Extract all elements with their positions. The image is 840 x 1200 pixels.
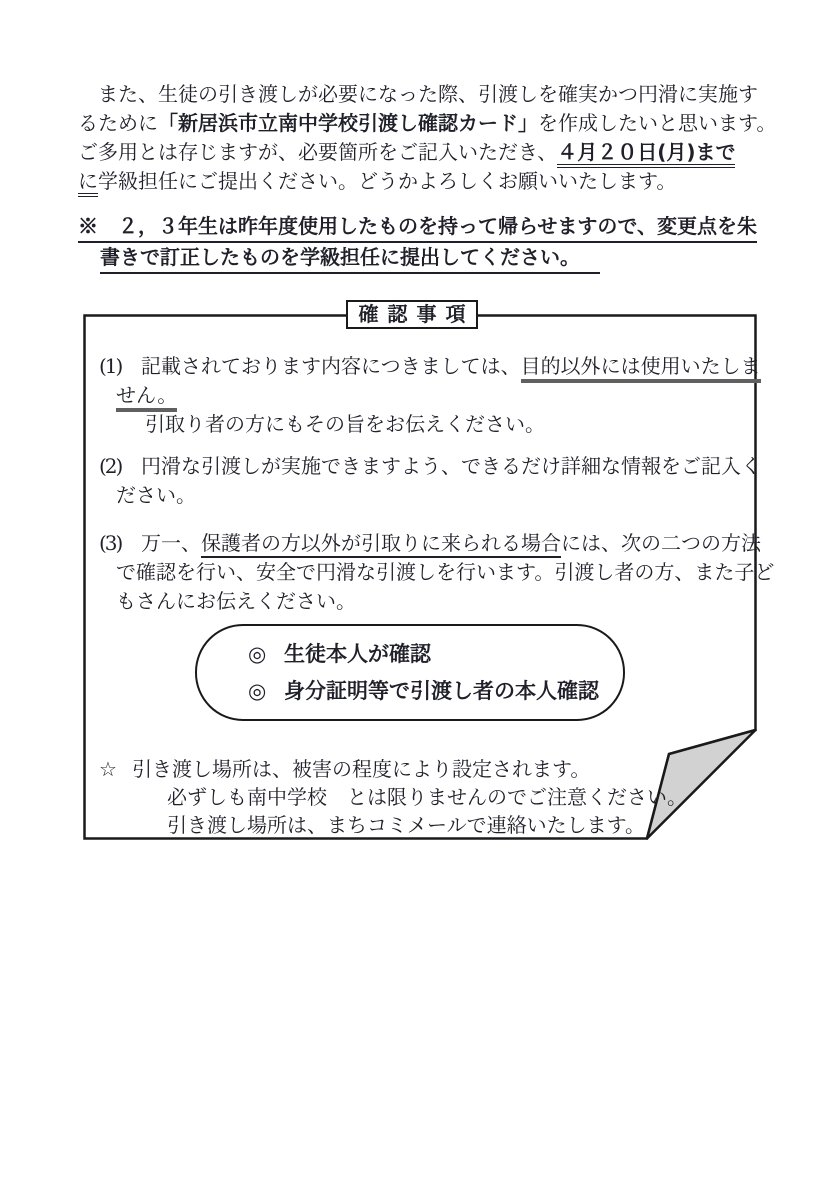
intro-text: 学級担任にご提出ください。どうかよろしくお願いいたします。 xyxy=(98,169,677,193)
item3-line-2 xyxy=(83,558,775,587)
confirmation-item-1 xyxy=(83,352,761,439)
intro-text: を作成したいと思います。 xyxy=(538,111,777,135)
item3-line-3 xyxy=(83,587,757,616)
item-text: 円滑な引渡しが実施できますよう、できるだけ詳細な情報をご記入く xyxy=(141,454,761,478)
intro-text: るために xyxy=(78,111,158,135)
note-text: 書きで訂正したものを学級担任に提出してください。 xyxy=(100,245,600,274)
card-name-bold: 「新居浜市立南中学校引渡し確認カード」 xyxy=(158,111,538,135)
intro-paragraph xyxy=(78,80,777,196)
note-line-2 xyxy=(78,243,762,274)
item1-line-1 xyxy=(83,352,761,381)
confirmation-box xyxy=(83,302,775,840)
item-text: 記載されております内容につきましては、 xyxy=(141,354,521,378)
box-title: 確認事項 xyxy=(346,300,478,329)
intro-line-1 xyxy=(78,80,762,109)
item-number: (2) xyxy=(99,454,122,478)
item-text-underlined: 保護者の方以外が引取りに来られる場合 xyxy=(201,531,561,558)
item-text: もさんにお伝えください。 xyxy=(116,589,356,613)
box-content xyxy=(83,314,775,839)
item1-line-2 xyxy=(83,381,757,410)
star-text: 引き渡し場所は、まちコミメールで連絡いたします。 xyxy=(167,813,645,837)
star-line-1 xyxy=(83,755,757,783)
item1-line-3 xyxy=(83,410,757,439)
confirmation-item-2 xyxy=(83,452,761,510)
item-text: 引取り者の方にもその旨をお伝えください。 xyxy=(145,412,545,436)
bullet-text: 身分証明等で引渡し者の本人確認 xyxy=(284,679,599,703)
star-text: 必ずしも南中学校 とは限りませんのでご注意ください。 xyxy=(167,785,687,809)
deadline-date: ４月２０日(月)まで xyxy=(557,140,735,168)
bullet-text: 生徒本人が確認 xyxy=(284,642,431,666)
item-number: (3) xyxy=(99,531,122,555)
item3-line-1 xyxy=(83,529,761,558)
item-text: 万一、 xyxy=(141,531,201,555)
confirmation-item-3 xyxy=(83,529,775,616)
intro-line-2 xyxy=(78,109,777,138)
intro-text: に xyxy=(78,169,98,197)
double-circle-icon: ◎ xyxy=(248,642,267,666)
item-text-underlined: せん。 xyxy=(116,383,177,412)
note-text: ※ ２，３年生は昨年度使用したものを持って帰らせますので、変更点を朱 xyxy=(78,214,757,243)
item2-line-1 xyxy=(83,452,761,481)
item-text-underlined: 目的以外には使用いたしま xyxy=(521,354,761,383)
note-line-1 xyxy=(78,212,762,243)
star-text: 引き渡し場所は、被害の程度により設定されます。 xyxy=(132,757,591,781)
intro-text: また、生徒の引き渡しが必要になった際、引渡しを確実かつ円滑に実施す xyxy=(78,82,758,106)
verification-methods-capsule xyxy=(195,624,625,721)
item-number: (1) xyxy=(99,354,122,378)
item-text: には、次の二つの方法 xyxy=(561,531,761,555)
item-text: で確認を行い、安全で円滑な引渡しを行います。引渡し者の方、また子ど xyxy=(116,560,775,584)
item2-line-2 xyxy=(83,481,757,510)
intro-line-3 xyxy=(78,138,762,167)
note-paragraph xyxy=(78,212,762,274)
star-line-3 xyxy=(83,811,757,839)
double-circle-icon: ◎ xyxy=(248,679,267,703)
intro-line-4 xyxy=(78,167,762,196)
star-icon: ☆ xyxy=(99,757,117,781)
intro-text: ご多用とは存じますが、必要箇所をご記入いただき、 xyxy=(78,140,558,164)
verification-method-1 xyxy=(248,642,623,666)
star-note xyxy=(83,755,757,839)
verification-method-2 xyxy=(248,679,623,703)
item-text: ださい。 xyxy=(116,483,196,507)
star-line-2 xyxy=(83,783,757,811)
